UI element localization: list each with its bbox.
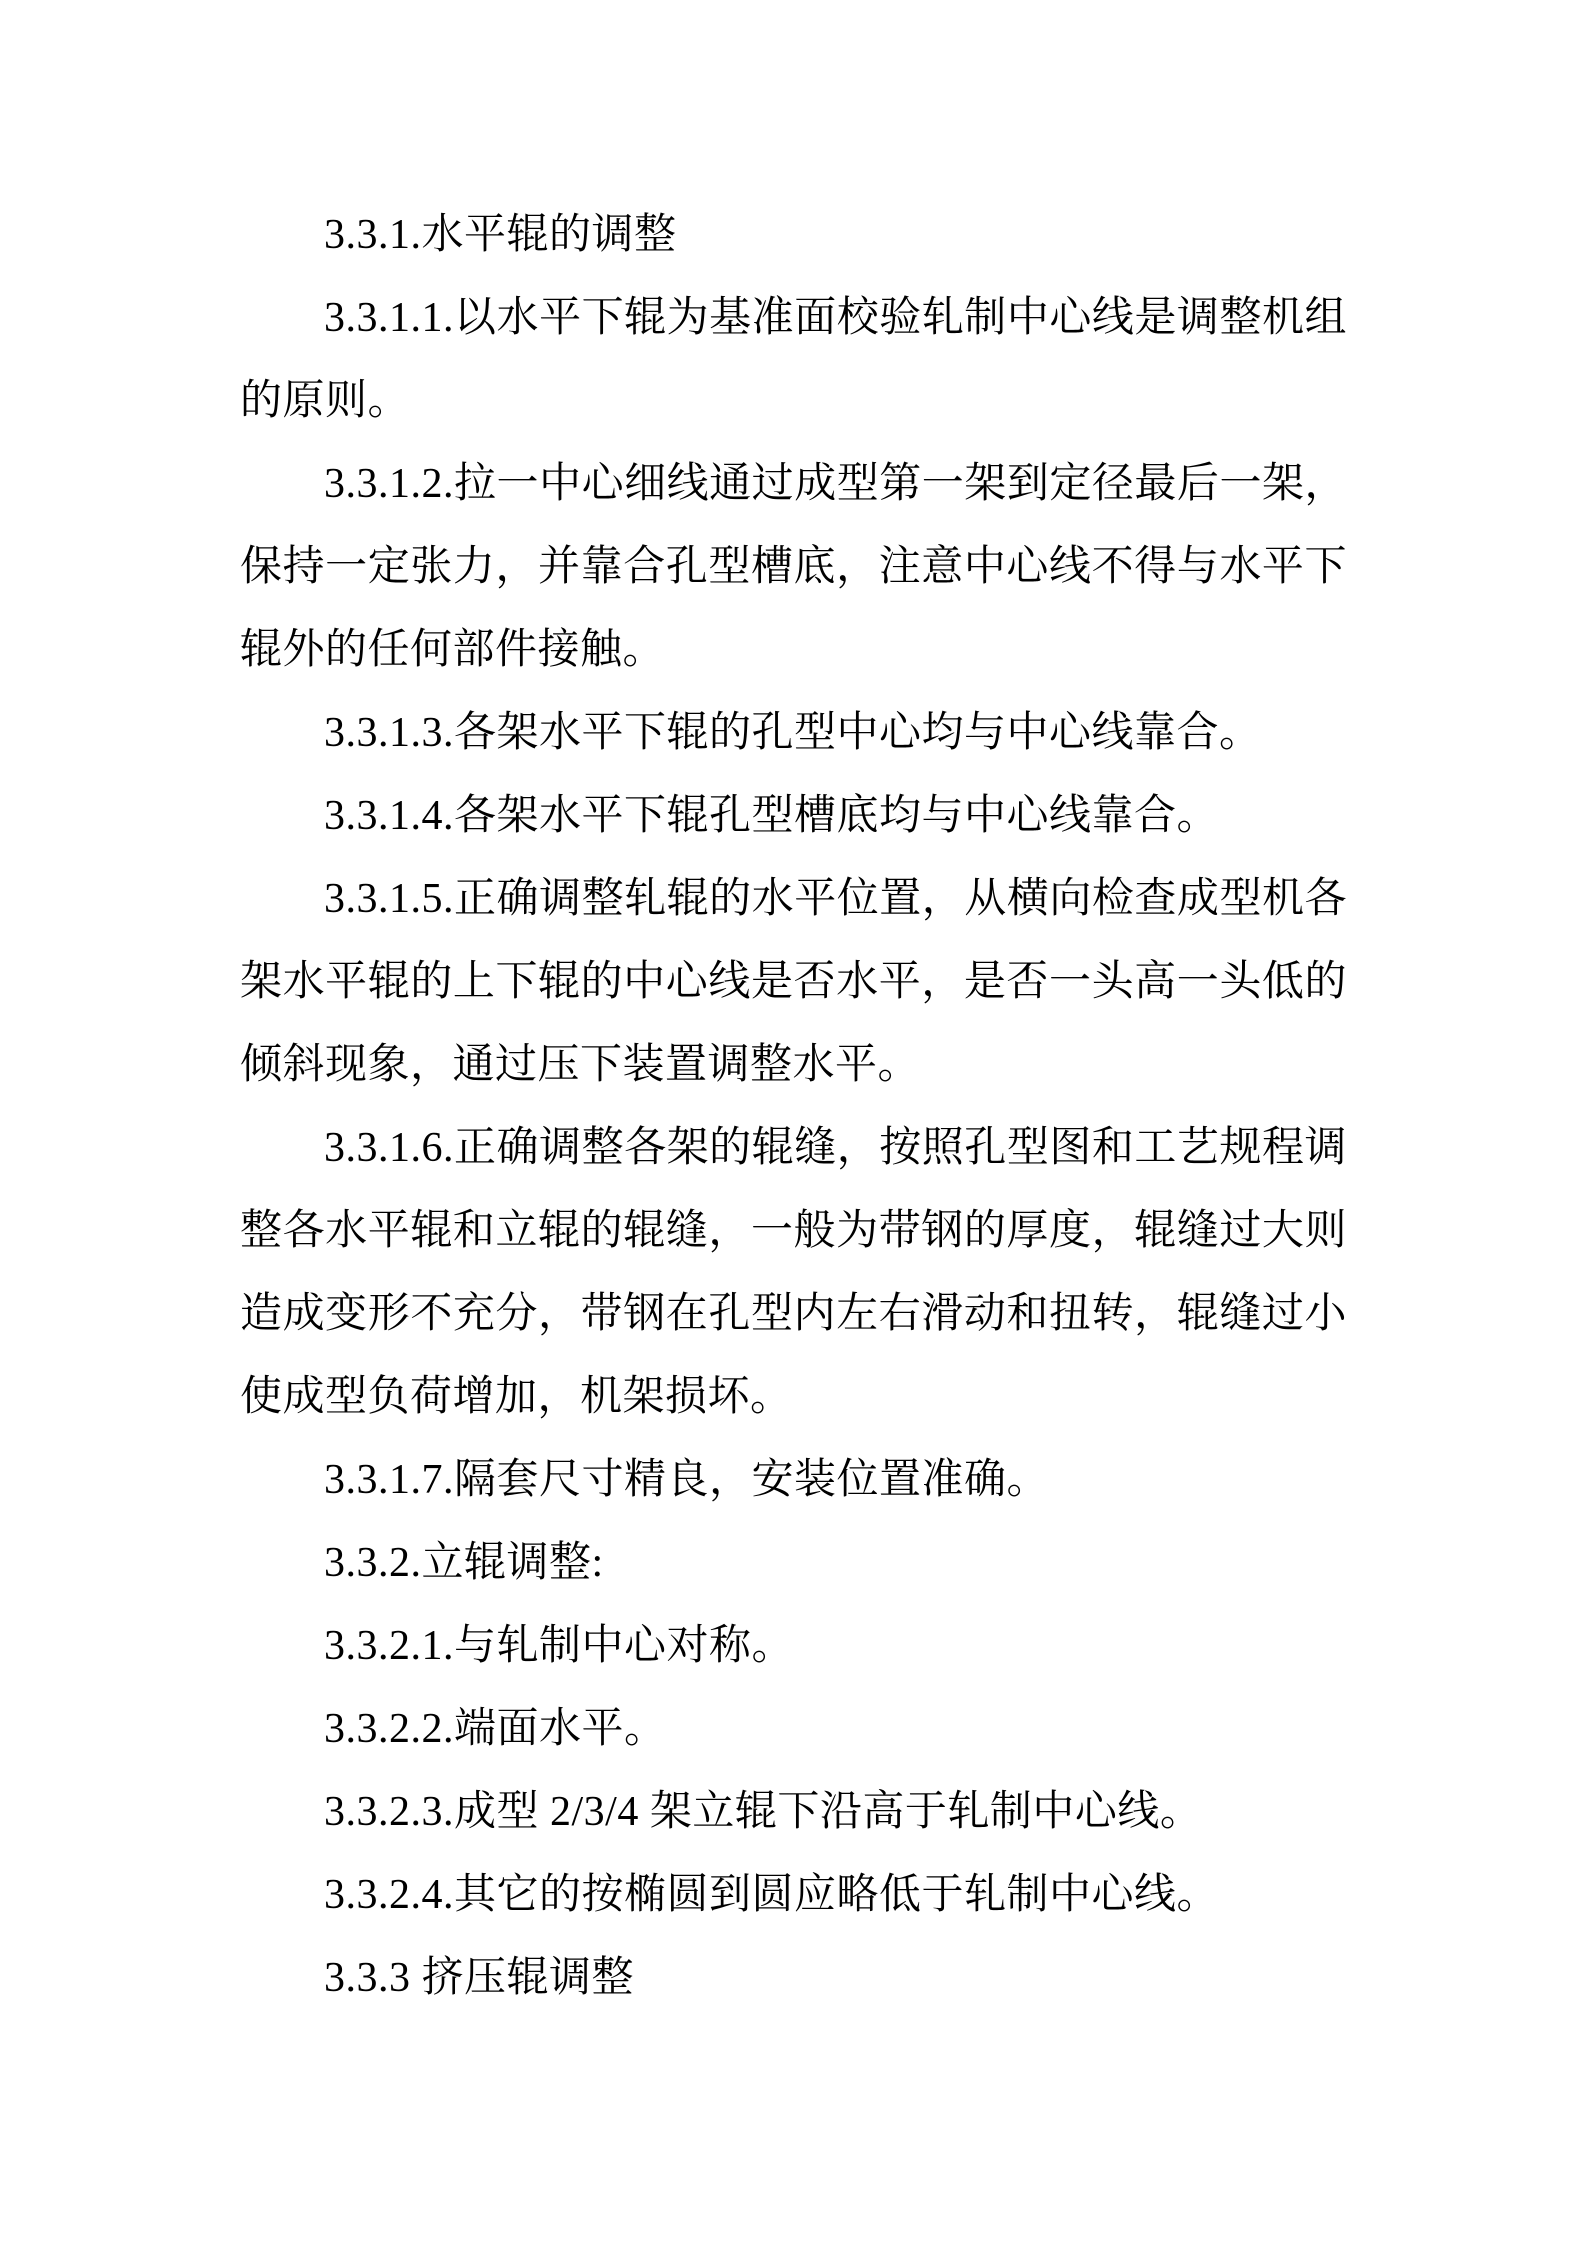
paragraph-3-3-1-1: 3.3.1.1.以水平下辊为基准面校验轧制中心线是调整机组的原则。 [240,295,1347,424]
paragraph-3-3-1-2: 3.3.1.2.拉一中心细线通过成型第一架到定径最后一架，保持一定张力，并靠合孔型槽底，注意中心线不得与水平下辊外的任何部件接触。 [240,461,1347,673]
paragraph-3-3-2-2: 3.3.2.2.端面水平。 [324,1706,667,1752]
paragraph-3-3-1-3: 3.3.1.3.各架水平下辊的孔型中心均与中心线靠合。 [324,710,1262,756]
paragraph-3-3-1-6: 3.3.1.6.正确调整各架的辊缝，按照孔型图和工艺规程调整各水平辊和立辊的辊缝，一般为带钢的厚度，辊缝过大则造成变形不充分，带钢在孔型内左右滑动和扭转，辊缝过小使成型负荷增加，机架损坏。 [240,1125,1347,1420]
paragraph-3-3-2: 3.3.2.立辊调整: [324,1540,604,1586]
paragraph-3-3-2-3: 3.3.2.3.成型 2/3/4 架立辊下沿高于轧制中心线。 [324,1789,1203,1835]
paragraph-3-3-2-1: 3.3.2.1.与轧制中心对称。 [324,1623,795,1669]
paragraph-3-3-1-4: 3.3.1.4.各架水平下辊孔型槽底均与中心线靠合。 [324,793,1220,839]
document-body [240,194,1347,2020]
paragraph-3-3-2-4: 3.3.2.4.其它的按椭圆到圆应略低于轧制中心线。 [324,1872,1220,1918]
paragraph-3-3-1: 3.3.1.水平辊的调整 [324,212,677,258]
paragraph-3-3-1-5: 3.3.1.5.正确调整轧辊的水平位置，从横向检查成型机各架水平辊的上下辊的中心线是否水平，是否一头高一头低的倾斜现象，通过压下装置调整水平。 [240,876,1347,1088]
paragraph-3-3-3: 3.3.3 挤压辊调整 [324,1955,635,2001]
paragraph-3-3-1-7: 3.3.1.7.隔套尺寸精良，安装位置准确。 [324,1457,1050,1503]
